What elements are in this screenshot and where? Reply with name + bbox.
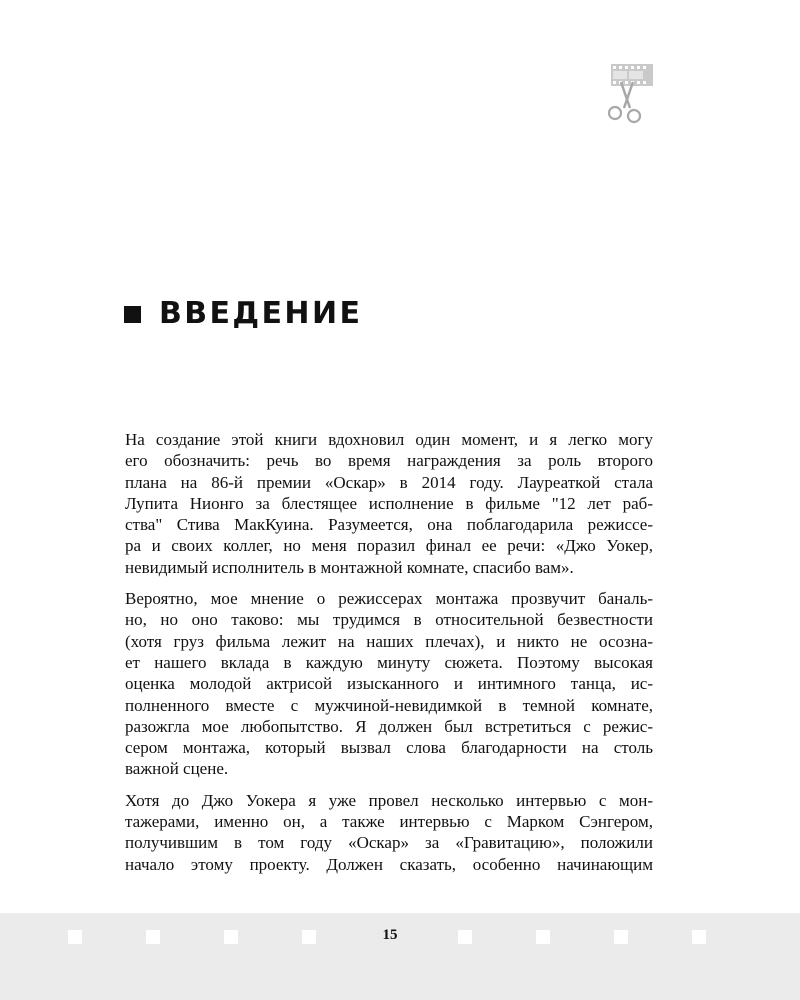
text-line: ра и своих коллег, но меня поразил финал ее речи: «Джо Уокер, [125,536,653,556]
text-line: невидимый исполнитель в монтажной комнате, спасибо вам». [125,557,574,577]
text-line: полненного вместе с мужчиной-невидимкой в темной комнате, [125,695,653,715]
film-perforation [146,930,160,944]
paragraph [125,429,653,578]
body-text [125,429,653,885]
page-number: 15 [382,927,398,943]
text-line: На создание этой книги вдохновил один момент, и я легко могу [125,430,653,449]
text-line: получившим в том году «Оскар» за «Гравитацию», положили [125,833,653,853]
text-line: (хотя груз фильма лежит на наших плечах), и никто не осозна- [125,631,653,651]
text-line: сером монтажа, который вызвал слова благодарности на столь [125,738,653,758]
footer-film-strip [0,913,800,1000]
text-line: но, но оно таково: мы трудимся в относительной безвестности [125,610,653,630]
paragraph [125,588,653,780]
text-line: разожгла мое любопытство. Я должен был встретиться с режис- [125,716,653,736]
film-strip-scissors-icon [602,62,658,124]
film-perforation [536,930,550,944]
text-line: Вероятно, мое мнение о режиссерах монтажа прозвучит баналь- [125,589,653,609]
text-line: плана на 86-й премии «Оскар» в 2014 году. Лауреаткой стала [125,472,653,492]
paragraph [125,790,653,875]
text-line: тажерами, именно он, а также интервью с Марком Сэнгером, [125,812,653,832]
film-perforation [68,930,82,944]
text-line: Хотя до Джо Уокера я уже провел несколько интервью с мон- [125,790,653,810]
text-line: начало этому проекту. Должен сказать, особенно начинающим [125,854,653,874]
text-line: ства" Стива МакКуина. Разумеется, она поблагодарила режиссе- [125,515,653,535]
film-perforation [224,930,238,944]
film-perforation [692,930,706,944]
film-perforation [614,930,628,944]
text-line: его обозначить: речь во время награждения за роль второго [125,451,653,471]
chapter-heading [124,296,362,331]
text-line: важной сцене. [125,759,229,779]
text-line: Лупита Нионго за блестящее исполнение в фильме "12 лет раб- [125,493,653,513]
black-square-icon [124,306,141,323]
film-perforation [458,930,472,944]
film-perforation [302,930,316,944]
text-line: оценка молодой актрисой изысканного и интимного танца, ис- [125,674,653,694]
text-line: ет нашего вклада в каждую минуту сюжета. Поэтому высокая [125,652,653,672]
chapter-title: ВВЕДЕНИЕ [159,296,363,331]
